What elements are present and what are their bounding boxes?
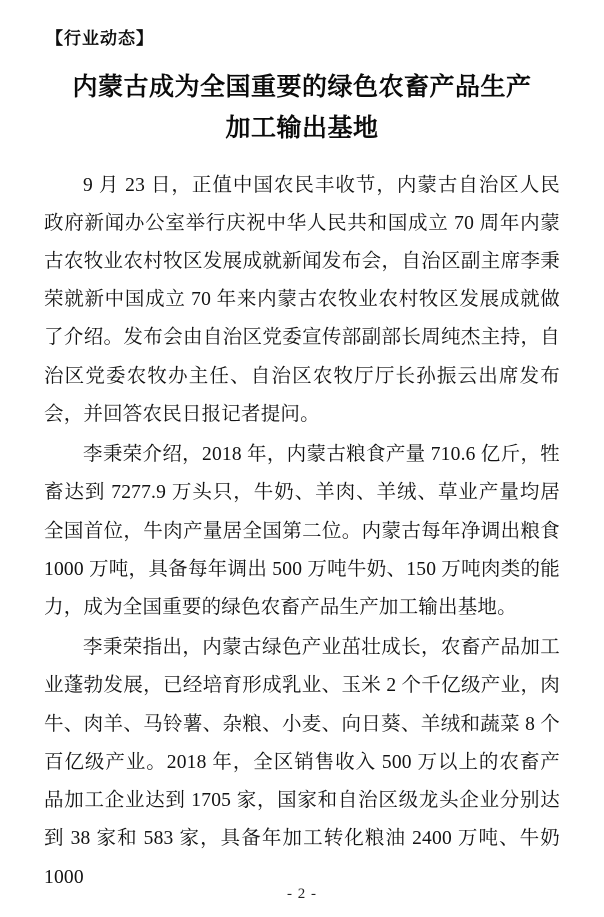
page-title-line-2: 加工输出基地: [225, 113, 379, 143]
category-tag: 【行业动态】: [46, 29, 154, 49]
paragraph: 李秉荣指出，内蒙古绿色产业茁壮成长，农畜产品加工业蓬勃发展，已经培育形成乳业、玉米 2 个千亿级产业，肉牛、肉羊、马铃薯、杂粮、小麦、向日葵、羊绒和蔬菜 8 个百亿级产业。2018 年，全区销售收入 500 万以上的农畜产品加工企业达到 1705 家，国家和自治区级龙头企业分别达到 38 家和 583 家，具备年加工转化粮油 2400 万吨、牛奶 1000: [44, 637, 560, 888]
article-body: [44, 167, 560, 897]
page-title-line-1: 内蒙古成为全国重要的绿色农畜产品生产: [72, 72, 532, 102]
paragraph: 李秉荣介绍，2018 年，内蒙古粮食产量 710.6 亿斤，牲畜达到 7277.9 万头只，牛奶、羊肉、羊绒、草业产量均居全国首位，牛肉产量居全国第二位。内蒙古每年净调出粮食 1000 万吨，具备每年调出 500 万吨牛奶、150 万吨肉类的能力，成为全国重要的绿色农畜产品生产加工输出基地。: [44, 444, 560, 618]
paragraph: 9 月 23 日，正值中国农民丰收节，内蒙古自治区人民政府新闻办公室举行庆祝中华人民共和国成立 70 周年内蒙古农牧业农村牧区发展成就新闻发布会，自治区副主席李秉荣就新中国成立 70 年来内蒙古农牧业农村牧区发展成就做了介绍。发布会由自治区党委宣传部副部长周纯杰主持，自治区党委农牧办主任、自治区农牧厅厅长孙振云出席发布会，并回答农民日报记者提问。: [44, 174, 560, 425]
page-number: - 2 -: [287, 886, 317, 902]
page-title: [44, 66, 560, 149]
